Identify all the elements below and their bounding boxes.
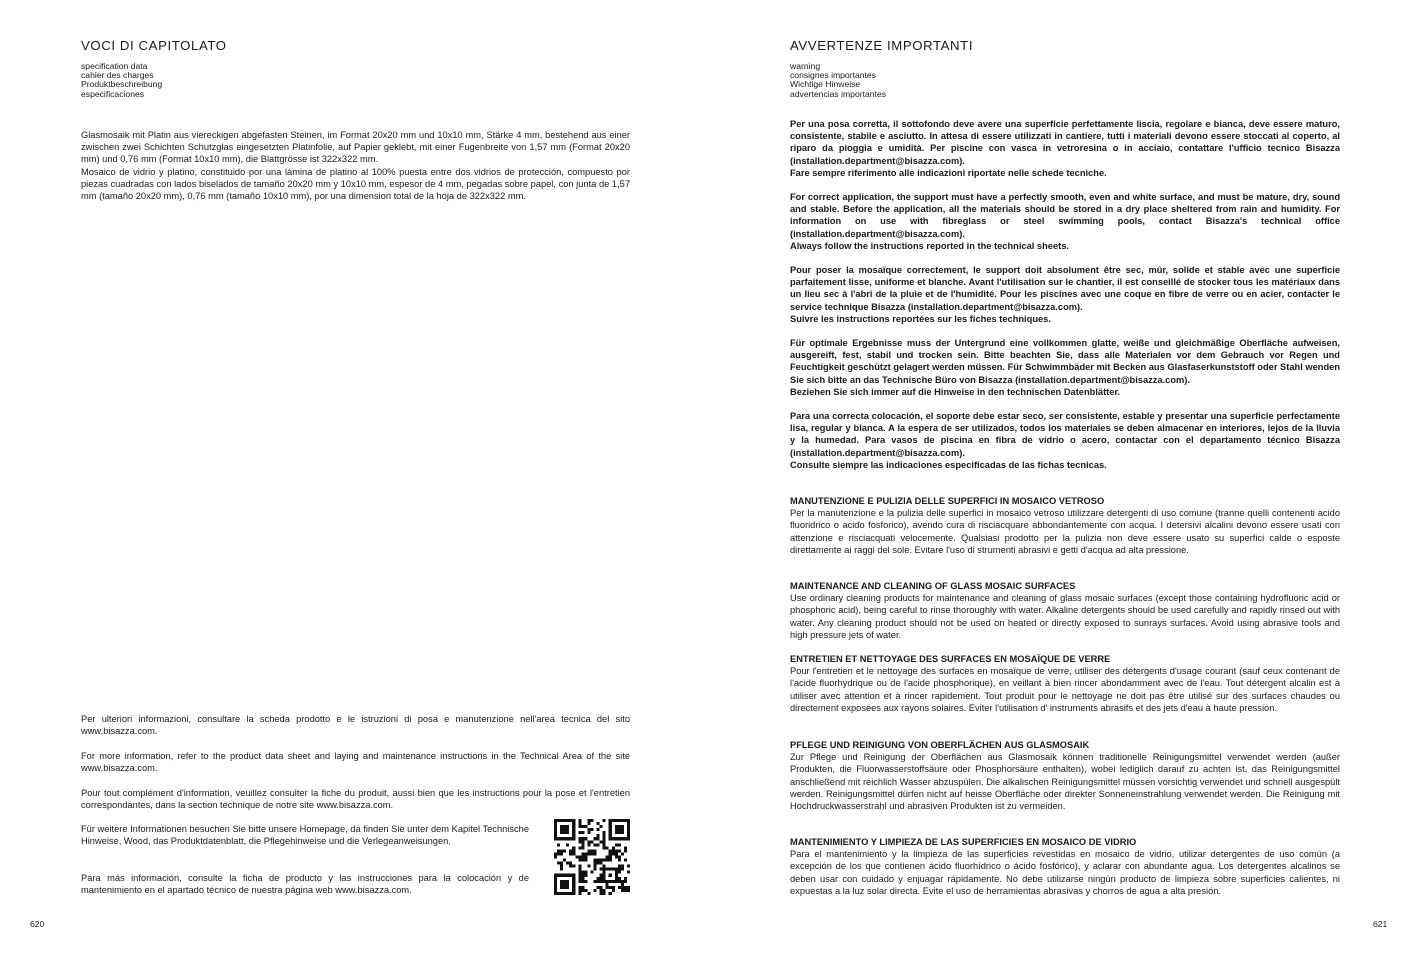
maintenance-title-en: MAINTENANCE AND CLEANING OF GLASS MOSAIC SURFACES xyxy=(790,581,1076,591)
maintenance-text-de: Zur Pflege und Reinigung der Oberflächen aus Glasmosaik können traditionelle Reinigungsmittel verwendet werden (außer Produkten, die Fluorwasserstoffsäure oder Phosphorsäure enthalten), wobei lediglich darauf zu achten ist, das Reinigungsmittel anschließend mit reichlich Wasser abzuspülen. Die alkalischen Reinigungsmittel müssen vorsichtig verwendet und schnell ausgespült werden. Reinigungsmittel dürfen nicht auf heisse Oberfläche oder direkter Sonneneinstrahlung verwendet werden. Die Reinigung mit Hochdruckwasserstrahl und abrasiven Produkten ist zu vermeiden. xyxy=(790,752,1340,812)
info-paragraph-de: Für weitere Informationen besuchen Sie bitte unsere Homepage, da finden Sie unter dem Kapitel Technische Hinweise, Wood, das Produktdatenblatt, die Pflegehinweise und die Verlegeanweisungen. xyxy=(81,824,529,847)
maintenance-es xyxy=(790,836,1340,897)
info-paragraph-it: Per ulteriori informazioni, consultare la scheda prodotto e le istruzioni di posa e manutenzione nell'area tecnica del sito www.bisazza.com. xyxy=(81,714,630,737)
warning-it: Per una posa corretta, il sottofondo deve avere una superficie perfettamente liscia, regolare e bianca, deve essere maturo, consistente, stabile e asciutto. In attesa di essere utilizzati in cantiere, tutti i materiali devono essere stoccati al coperto, al riparo da pioggia e umidità. Per piscine con vasca in vetroresina o in acciaio, contattare l'ufficio tecnico Bisazza (installation.department@bisazza.com). Fare sempre riferimento alle indicazioni riportate nelle schede tecniche. xyxy=(790,119,1340,178)
left-title: VOCI DI CAPITOLATO xyxy=(81,38,227,53)
maintenance-fr xyxy=(790,653,1340,714)
info-paragraph-en: For more information, refer to the product data sheet and laying and maintenance instructions in the Technical Area of the site www.bisazza.com. xyxy=(81,751,630,774)
info-paragraph-fr: Pour tout complément d'information, veuillez consulter la fiche du produit, aussi bien que les instructions pour la pose et l'entretien correspondantes, dans la section technique de notre site www.bisazza.com. xyxy=(81,788,630,811)
spec-paragraph-de: Glasmosaik mit Platin aus viereckigen abgefasten Steinen, im Format 20x20 mm und 10x10 mm, Stärke 4 mm, bestehend aus einer zwischen zwei Schichten Schutzglas eingesetzten Platinfolie, auf Papier geklebt, mit einer Fugenbreite von 1,57 mm (Format 20x20 mm) und 0,76 mm (Format 10x10 mm), die Blattgrösse ist 322x322 mm. xyxy=(81,130,630,165)
right-subtitles xyxy=(790,62,886,99)
subtitle-fr: cahier des charges xyxy=(81,70,154,81)
subtitle-en: warning xyxy=(790,61,821,71)
right-title: AVVERTENZE IMPORTANTI xyxy=(790,38,974,53)
maintenance-de xyxy=(790,739,1340,812)
subtitle-de: Wichtige Hinweise xyxy=(790,79,861,90)
warning-de: Für optimale Ergebnisse muss der Untergrund eine vollkommen glatte, weiße und gleichmäßige Oberfläche aufweisen, ausgereift, fest, stabil und trocken sein. Bitte beachten Sie, dass alle Materialen vor dem Gebrauch vor Regen und Feuchtigkeit geschützt gelagert werden müssen. Für Schwimmbäder mit Becken aus Glasfaserkunststoff oder Stahl wenden Sie sich bitte an das Technische Büro von Bisazza (installation.department@bisazza.com). Beziehen Sie sich immer auf die Hinweise in den technischen Datenblätter. xyxy=(790,338,1340,397)
warning-en: For correct application, the support must have a perfectly smooth, even and white surface, and must be mature, dry, sound and stable. Before the application, all the materials should be stored in a dry place sheltered from rain and humidity. For information on use with fibreglass or steel swimming pools, contact Bisazza's technical office (installation.department@bisazza.com). Always follow the instructions reported in the technical sheets. xyxy=(790,192,1340,251)
subtitle-de: Produktbeschreibung xyxy=(81,79,163,90)
subtitle-es: especificaciones xyxy=(81,88,145,99)
subtitle-fr: consignes importantes xyxy=(790,70,876,81)
subtitle-en: specification data xyxy=(81,61,148,71)
page-number-right: 621 xyxy=(1373,919,1388,929)
maintenance-it xyxy=(790,495,1340,556)
maintenance-title-it: MANUTENZIONE E PULIZIA DELLE SUPERFICI IN MOSAICO VETROSO xyxy=(790,496,1105,506)
warning-fr: Pour poser la mosaïque correctement, le support doit absolument être sec, mûr, solide et stable avec une superficie parfaitement lisse, uniforme et blanche. Avant l'utilisation sur le chantier, il est conseillé de stocker tous les matériaux dans un lieu sec à l'abri de la pluie et de l'humidité. Pour les piscines avec une coque en fibre de verre ou en acier, contacter le service technique Bisazza (installation.department@bisazza.com). Suivre les instructions reportées sur les fiches techniques. xyxy=(790,265,1340,324)
maintenance-title-es: MANTENIMIENTO Y LIMPIEZA DE LAS SUPERFICIES EN MOSAICO DE VIDRIO xyxy=(790,837,1137,847)
subtitle-es: advertencias importantes xyxy=(790,88,887,99)
qr-code-icon[interactable] xyxy=(554,819,630,900)
maintenance-title-fr: ENTRETIEN ET NETTOYAGE DES SURFACES EN MOSAÏQUE DE VERRE xyxy=(790,654,1111,664)
maintenance-text-es: Para el mantenimiento y la limpieza de las superficies revestidas en mosaico de vidrio, utilizar detergentes de uso común (a excepción de los que contienen ácido fluorhídrico o ácido fosfórico), y aclarar con abundante agua. Los detergentes alcalinos se deben usar con cuidado y enjuagar rápidamente. No debe utilizarse ningún producto de limpieza sobre superficies calientes, ni expuestas a la luz solar directa. Evite el uso de herramientas abrasivas y chorros de agua a alta presión. xyxy=(790,849,1340,896)
page-number-left: 620 xyxy=(30,919,45,929)
maintenance-en xyxy=(790,580,1340,641)
maintenance-text-fr: Pour l'entretien et le nettoyage des surfaces en mosaïque de verre, utiliser des détergents d'usage courant (sauf ceux contenant de l'acide fluorhydrique ou de l'acide phosphorique), en veillant à bien rincer abondamment avec de l'eau. Tout détergent alcalin est à utiliser avec attention et à rincer rapidement. Tout produit pour le nettoyage ne doit pas être utilisé sur des surfaces chaudes ou directement exposées aux rayons solaires. Eviter l'utilisation d' instruments abrasifs et des jets d'eau à haute pression. xyxy=(790,666,1340,713)
maintenance-title-de: PFLEGE UND REINIGUNG VON OBERFLÄCHEN AUS GLASMOSAIK xyxy=(790,740,1090,750)
left-subtitles xyxy=(81,62,162,99)
warning-es: Para una correcta colocación, el soporte debe estar seco, ser consistente, estable y presentar una superficie perfectamente lisa, regular y blanca. A la espera de ser utilizados, todos los materiales se deben almacenar en interiores, lejos de la lluvia y la humedad. Para vasos de piscina en fibra de vidrio o acero, contactar con el departamento técnico Bisazza (installation.department@bisazza.com). Consulte siempre las indicaciones especificadas de las fichas tecnicas. xyxy=(790,411,1340,470)
spec-paragraph-es: Mosaico de vidrio y platino, constituido por una lámina de platino al 100% puesta entre dos vidrios de protección, compuesto por piezas cuadradas con lados biselados de tamaño 20x20 mm y 10x10 mm, espesor de 4 mm, pegadas sobre papel, con junta de 1,57 mm (tamaño 20x20 mm), 0,76 mm (tamaño 10x10 mm), por una dimension total de la hoja de 322x322 mm. xyxy=(81,167,630,202)
info-paragraph-es: Para más información, consulte la ficha de producto y las instrucciones para la colocación y de mantenimiento en el apartado técnico de nuestra página web www.bisazza.com. xyxy=(81,873,529,896)
maintenance-text-it: Per la manutenzione e la pulizia delle superfici in mosaico vetroso utilizzare detergenti di uso comune (tranne quelli contenenti acido fluoridrico o acido fosforico), avendo cura di risciacquare abbondantemente con acqua. I detersivi alcalini devono essere usati con attenzione e risciacquati velocemente. Qualsiasi prodotto per la pulizia non deve essere usato su superfici calde o esposte direttamente ai raggi del sole. Evitare l'uso di strumenti abrasivi e getti d'acqua ad alta pressione. xyxy=(790,508,1340,555)
maintenance-text-en: Use ordinary cleaning products for maintenance and cleaning of glass mosaic surfaces (except those containing hydrofluoric acid or phosphoric acid), being careful to rinse thoroughly with water. Alkaline detergents should be used carefully and rapidly rinsed out with water. Any cleaning product should not be used on heated or directly exposed to sunrays surfaces. Avoid using abrasive tools and high pressure jets of water. xyxy=(790,593,1340,640)
